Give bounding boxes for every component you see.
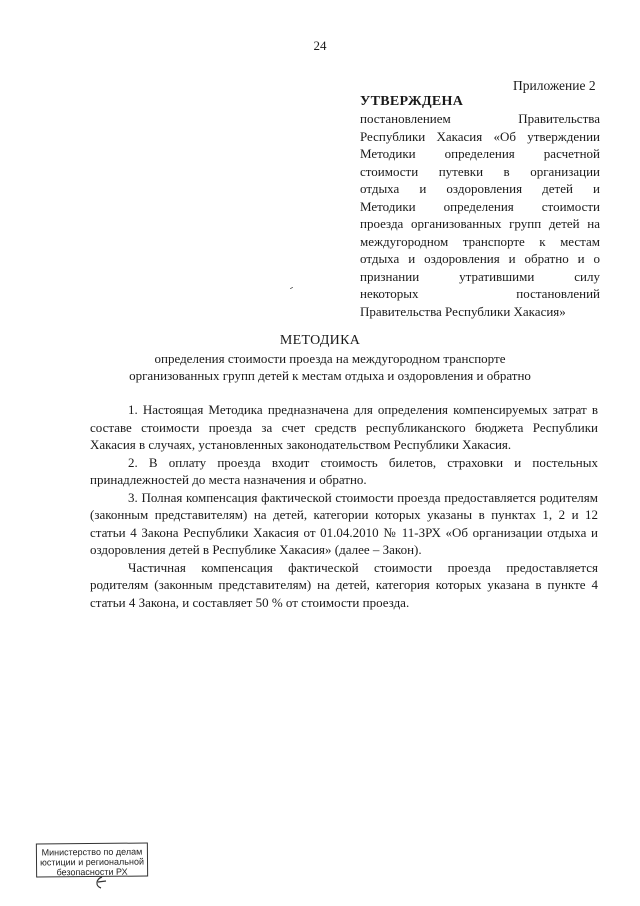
page-number: 24	[313, 38, 327, 53]
approval-line: проезда организованных групп детей на	[360, 216, 600, 231]
approval-line: Методики определения расчетной	[360, 146, 600, 161]
approval-title: УТВЕРЖДЕНА	[360, 94, 464, 109]
approval-line: Республики Хакасия «Об утверждении	[360, 128, 600, 144]
paragraph: 2. В оплату проезда входит стоимость билетов, страховки и постельных принадлежностей до места назначения и обратно.	[90, 454, 598, 487]
appendix-label: Приложение 2	[513, 78, 596, 93]
approval-line: стоимости путевки в организации	[360, 163, 600, 179]
approval-line: признании утратившими силу	[360, 268, 600, 284]
method-subtitle-line: организованных групп детей к местам отдыха и оздоровления и обратно	[129, 368, 531, 383]
paragraph: 3. Полная компенсация фактической стоимости проезда предоставляется родителям (законным представителям) на детей, категории которых указаны в пунктах 1, 2 и 12 статьи 4 Закона Республики Хакасия от 01.04.2010 № 11-ЗРХ «Об организации отдыха и оздоровления детей в Республике Хакасия» (далее – Закон).	[90, 489, 598, 557]
approval-line: Правительства Республики Хакасия»	[360, 303, 566, 319]
approval-line: Методики определения стоимости	[360, 198, 600, 214]
paragraph: Частичная компенсация фактической стоимости проезда предоставляется родителям (законным представителям) на детей, категория которых указана в пункте 4 статьи 4 Закона, и составляет 50 % от стоимости проезда.	[90, 559, 598, 610]
approval-line: отдыха и оздоровления детей и	[360, 181, 600, 196]
stamp-line: юстиции и региональной	[40, 856, 144, 868]
approval-line: междугородном транспорте к местам	[360, 233, 600, 249]
scan-speck	[290, 287, 293, 289]
method-subtitle-line: определения стоимости проезда на междугородном транспорте	[154, 351, 506, 366]
method-title: МЕТОДИКА	[279, 333, 361, 348]
ministry-stamp	[36, 843, 148, 878]
approval-block	[360, 110, 600, 320]
approval-line: отдыха и оздоровления и обратно и о	[360, 251, 600, 266]
stamp-line: безопасности РХ	[56, 866, 128, 878]
paragraph: 1. Настоящая Методика предназначена для определения компенсируемых затрат в составе стоимости проезда за счет средств республиканского бюджета Республики Хакасия в случаях, установленных законодательством Республики Хакасия.	[90, 402, 598, 452]
body-text	[90, 401, 598, 611]
stamp-line: Министерство по делам	[41, 846, 143, 858]
approval-line: некоторых постановлений	[360, 286, 600, 301]
approval-line: постановлением Правительства	[360, 111, 600, 126]
signature-scribble	[92, 876, 112, 890]
method-subtitle	[110, 350, 550, 384]
